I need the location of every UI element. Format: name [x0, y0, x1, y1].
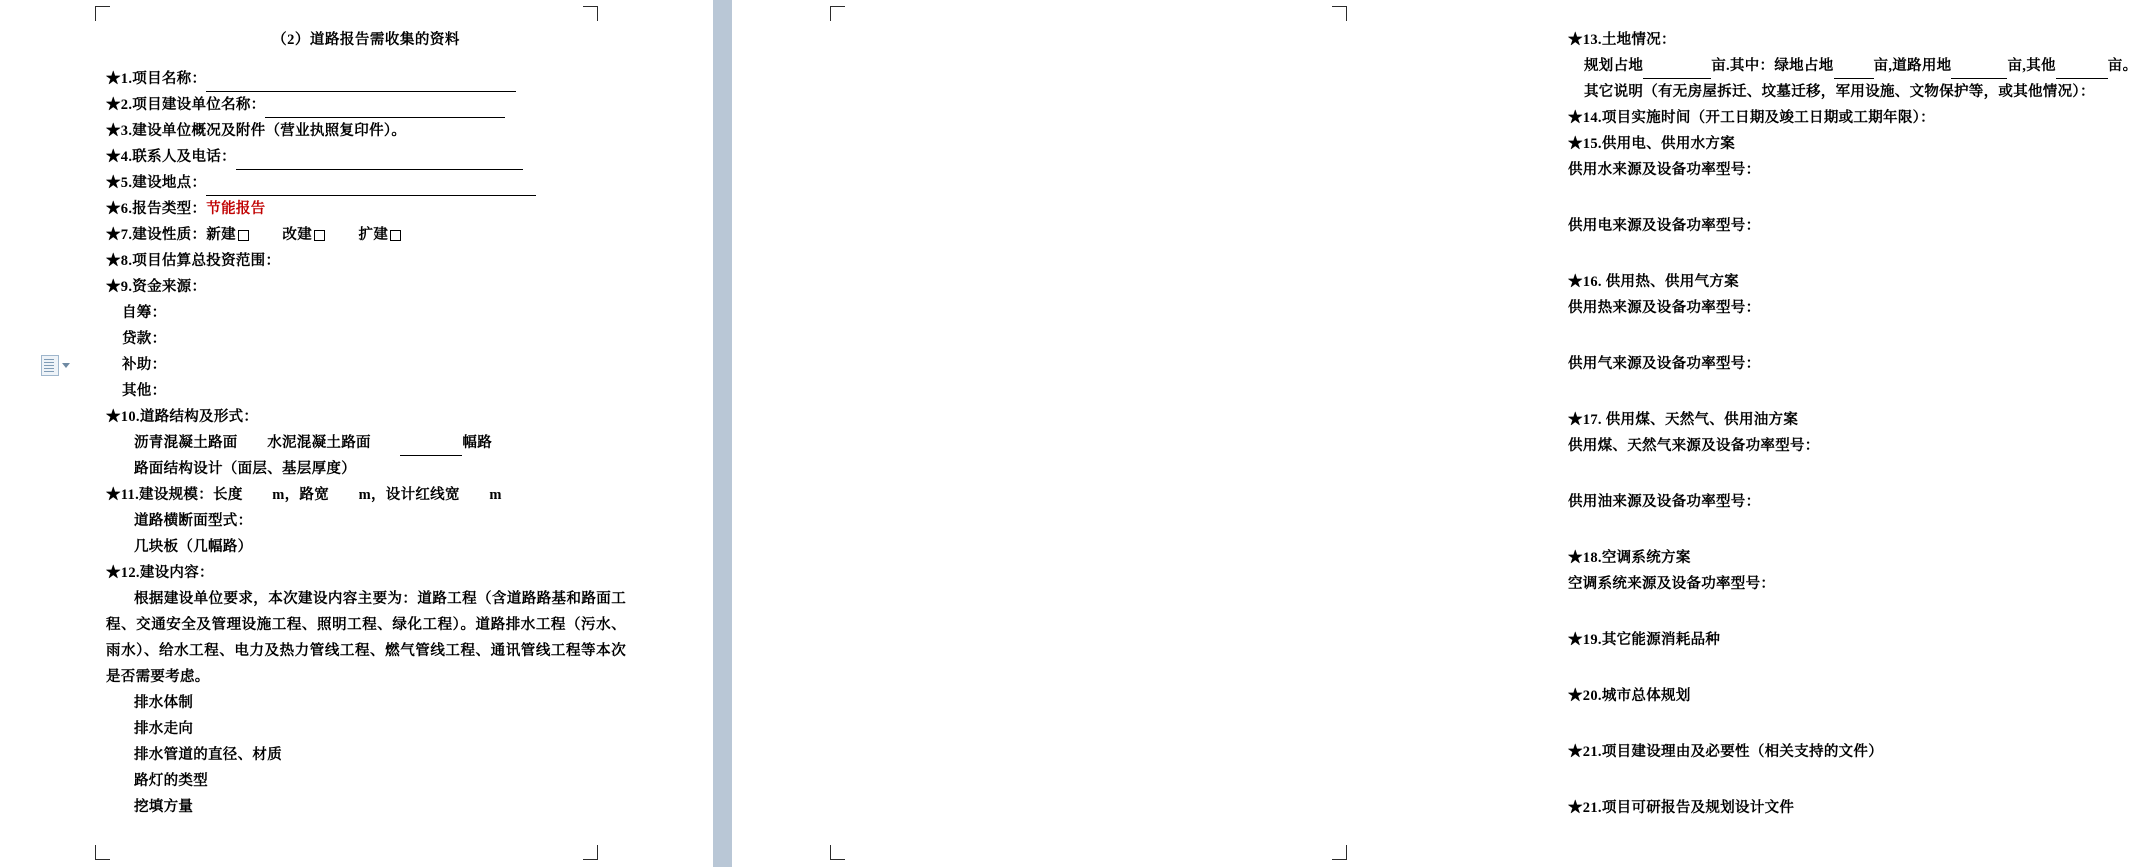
- form-line-heat-gas-plan: ★16. 供用热、供用气方案: [1568, 274, 1739, 290]
- crop-mark-top-left: [830, 6, 845, 21]
- checkbox-expand[interactable]: [390, 230, 401, 241]
- page-thumbnail-widget[interactable]: [41, 355, 71, 375]
- form-line-pavement-design: 路面结构设计（面层、基层厚度）: [134, 461, 356, 477]
- crop-mark-top-right: [1332, 6, 1347, 21]
- form-line-water-source: 供用水来源及设备功率型号：: [1568, 162, 1761, 178]
- page-gutter: [713, 0, 732, 867]
- form-line-hvac-plan: ★18.空调系统方案: [1568, 550, 1691, 566]
- form-line-coal-gas-source: 供用煤、天然气来源及设备功率型号：: [1568, 438, 1820, 454]
- form-line-land-situation: ★13.土地情况：: [1568, 32, 1676, 48]
- crop-mark-top-right: [583, 6, 598, 21]
- blank-line: [1568, 459, 2088, 489]
- form-line-cross-section: 道路横断面型式：: [134, 513, 253, 529]
- form-line-construction-content: ★12.建设内容：: [106, 565, 214, 581]
- form-line-contact: ★4.联系人及电话：: [106, 144, 626, 170]
- form-line-feasibility-report: ★21.项目可研报告及规划设计文件: [1568, 800, 1795, 816]
- checkbox-rebuild[interactable]: [314, 230, 325, 241]
- page-sheet-icon[interactable]: [41, 355, 59, 376]
- form-line-implementation-time: ★14.项目实施时间（开工日期及竣工日期或工期年限）：: [1568, 110, 1935, 126]
- form-line-construction-unit-name: ★2.项目建设单位名称：: [106, 92, 626, 118]
- form-line-slab-count: 几块板（几幅路）: [134, 539, 253, 555]
- crop-mark-top-left: [95, 6, 110, 21]
- form-line-project-name: ★1.项目名称：: [106, 66, 626, 92]
- input-rule-construction-unit-name[interactable]: [265, 100, 505, 118]
- input-rule-contact[interactable]: [236, 152, 523, 170]
- form-line-land-area: 规划占地 亩.其中：绿地占地 亩,道路用地 亩,其他 亩。: [1568, 53, 2088, 79]
- report-type-value: 节能报告: [206, 201, 266, 217]
- form-line-report-type: ★6.报告类型：节能报告: [106, 201, 266, 217]
- form-line-construction-nature: ★7.建设性质：新建 改建 扩建: [106, 222, 626, 248]
- form-line-other-funding: 其他：: [122, 383, 167, 399]
- form-line-location: ★5.建设地点：: [106, 170, 626, 196]
- form-line-loan: 贷款：: [122, 331, 167, 347]
- input-rule-green-land[interactable]: [1834, 63, 1874, 79]
- form-line-pavement-types: 沥青混凝土路面 水泥混凝土路面 幅路: [106, 430, 626, 456]
- input-rule-road-land[interactable]: [1951, 63, 2007, 79]
- form-line-investment-range: ★8.项目估算总投资范围：: [106, 253, 281, 269]
- crop-mark-bottom-left: [95, 845, 110, 860]
- form-line-subsidy: 补助：: [122, 357, 167, 373]
- form-line-other-notes: 其它说明（有无房屋拆迁、坟墓迁移，军用设施、文物保护等，或其他情况）：: [1584, 84, 2095, 100]
- form-line-hvac-source: 空调系统来源及设备功率型号：: [1568, 576, 1776, 592]
- blank-line: [1568, 239, 2088, 269]
- crop-mark-bottom-right: [1332, 845, 1347, 860]
- crop-mark-bottom-left: [830, 845, 845, 860]
- form-line-funding-source: ★9.资金来源：: [106, 279, 207, 295]
- left-page-content: [106, 27, 626, 820]
- form-line-gas-source: 供用气来源及设备功率型号：: [1568, 356, 1761, 372]
- sub-line-drainage-system: 排水体制: [134, 695, 194, 711]
- form-line-road-structure: ★10.道路结构及形式：: [106, 409, 259, 425]
- blank-line: [1568, 765, 2088, 795]
- blank-line: [1568, 183, 2088, 213]
- checkbox-new-build[interactable]: [238, 230, 249, 241]
- form-line-unit-overview: ★3.建设单位概况及附件（营业执照复印件）。: [106, 123, 407, 139]
- construction-content-paragraph: 根据建设单位要求，本次建设内容主要为：道路工程（含道路路基和路面工程、交通安全及管理设施工程、照明工程、绿化工程）。道路排水工程（污水、雨水）、给水工程、电力及热力管线工程、燃气管线工程、通讯管线工程等本次是否需要考虑。: [106, 591, 626, 685]
- input-rule-planned-land[interactable]: [1643, 63, 1711, 79]
- crop-mark-bottom-right: [583, 845, 598, 860]
- form-line-scale: ★11.建设规模：长度 m，路宽 m，设计红线宽 m: [106, 487, 502, 503]
- document-page-left[interactable]: [0, 0, 713, 867]
- sub-line-pipe-diameter-material: 排水管道的直径、材质: [134, 747, 282, 763]
- sub-line-earthwork-volume: 挖填方量: [134, 799, 194, 815]
- form-line-heat-source: 供用热来源及设备功率型号：: [1568, 300, 1761, 316]
- blank-line: [1568, 597, 2088, 627]
- right-page-content: [1568, 27, 2137, 821]
- form-line-coal-gas-oil-plan: ★17. 供用煤、天然气、供用油方案: [1568, 412, 1799, 428]
- sub-line-drainage-direction: 排水走向: [134, 721, 194, 737]
- page-title: （2）道路报告需收集的资料: [272, 32, 460, 48]
- blank-line: [1568, 653, 2088, 683]
- sub-line-streetlight-type: 路灯的类型: [134, 773, 208, 789]
- blank-line: [1568, 515, 2088, 545]
- caret-down-icon[interactable]: [62, 363, 70, 368]
- input-rule-location[interactable]: [206, 178, 536, 196]
- blank-line: [1568, 377, 2088, 407]
- input-rule-road-lanes[interactable]: [400, 440, 462, 456]
- document-page-right[interactable]: [732, 0, 2137, 867]
- form-line-power-source: 供用电来源及设备功率型号：: [1568, 218, 1761, 234]
- form-line-power-water-plan: ★15.供用电、供用水方案: [1568, 136, 1736, 152]
- form-line-oil-source: 供用油来源及设备功率型号：: [1568, 494, 1761, 510]
- form-line-city-master-plan: ★20.城市总体规划: [1568, 688, 1691, 704]
- input-rule-other-land[interactable]: [2056, 63, 2108, 79]
- form-line-self-raised: 自筹：: [122, 305, 167, 321]
- blank-line: [1568, 321, 2088, 351]
- form-line-project-reason: ★21.项目建设理由及必要性（相关支持的文件）: [1568, 744, 1884, 760]
- form-line-other-energy: ★19.其它能源消耗品种: [1568, 632, 1721, 648]
- input-rule-project-name[interactable]: [206, 74, 516, 92]
- blank-line: [1568, 709, 2088, 739]
